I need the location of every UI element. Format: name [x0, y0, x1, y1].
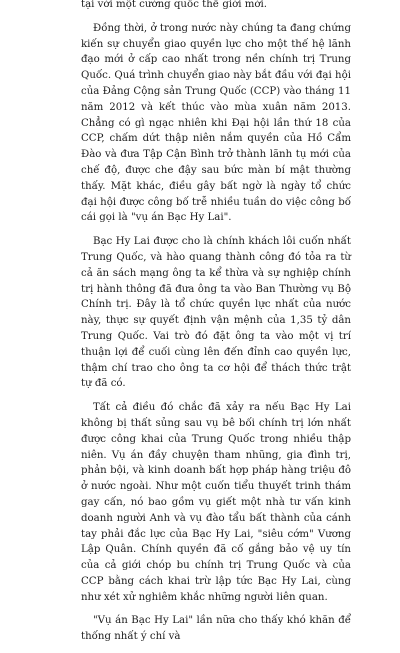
paragraph: Bạc Hy Lai được cho là chính khách lôi cuốn nhất Trung Quốc, và hào quang thành công đó tỏa ra từ cả ăn sách mạng ông ta kể thừa và sự nghiệp chính trị hành thông đã đưa ông ta vào Ban Thường vụ Bộ Chính trị. Đây là tổ chức quyền lực nhất của nước này, thực sự quyết định vận mệnh của 1,35 tỷ dân Trung Quốc. Vai trò đó đặt ông ta vào một vị trí thuận lợi để cuối cùng lên đến đỉnh cao quyền lực, thậm chí trao cho ông ta cơ hội để thách thức trật tự đã có. [81, 236, 351, 390]
paragraph: tại với một cường quốc thế giới mới. [81, 0, 268, 10]
paragraph: Tất cả điều đó chắc đã xảy ra nếu Bạc Hy Lai không bị thất sủng sau vụ bê bối chính trị lớn nhất được công khai của Trung Quốc trong nhiều thập niên. Vụ án đầy chuyện tham nhũng, gia đình trị, phản bội, và kinh doanh bất hợp pháp hàng triệu đô ở nước ngoài. Như một cuốn tiểu thuyết trinh thám gay cấn, nó bao gồm vụ giết một nhà tư vấn kinh doanh người Anh và vụ đào tẩu bất thành của cánh tay phải đắc lực của Bạc Hy Lai, "siêu cớm" Vương Lập Quân. Chính quyền đã cố gắng bảo vệ uy tín của cả giới chóp bu chính trị Trung Quốc và của CCP bằng cách khai trừ lập tức Bạc Hy Lai, cùng như xét xử nghiêm khắc những người liên quan. [81, 402, 351, 603]
body-text [81, 0, 351, 653]
paragraph: Đồng thời, ở trong nước này chúng ta đang chứng kiến sự chuyển giao quyền lực cho một thế hệ lãnh đạo mới ở cấp cao nhất trong nền chính trị Trung Quốc. Quá trình chuyển giao này bắt đầu với đại hội của Đảng Cộng sản Trung Quốc (CCP) vào tháng 11 năm 2012 và kết thúc vào mùa xuân năm 2013. Chẳng có gì ngạc nhiên khi Đại hội lần thứ 18 của CCP, chấm dứt thập niên nắm quyền của Hồ Cẩm Đào và đưa Tập Cận Bình trở thành lãnh tụ mới của chế độ, được che đậy sau bức màn bí mật thường thấy. Mặt khác, điều gây bất ngờ là ngày tổ chức đại hội được công bố trễ nhiều tuần do việc công bố cái gọi là "vụ án Bạc Hy Lai". [81, 22, 351, 224]
paragraph: "Vụ án Bạc Hy Lai" lần nữa cho thấy khó khăn để thống nhất ý chí và [81, 615, 351, 643]
